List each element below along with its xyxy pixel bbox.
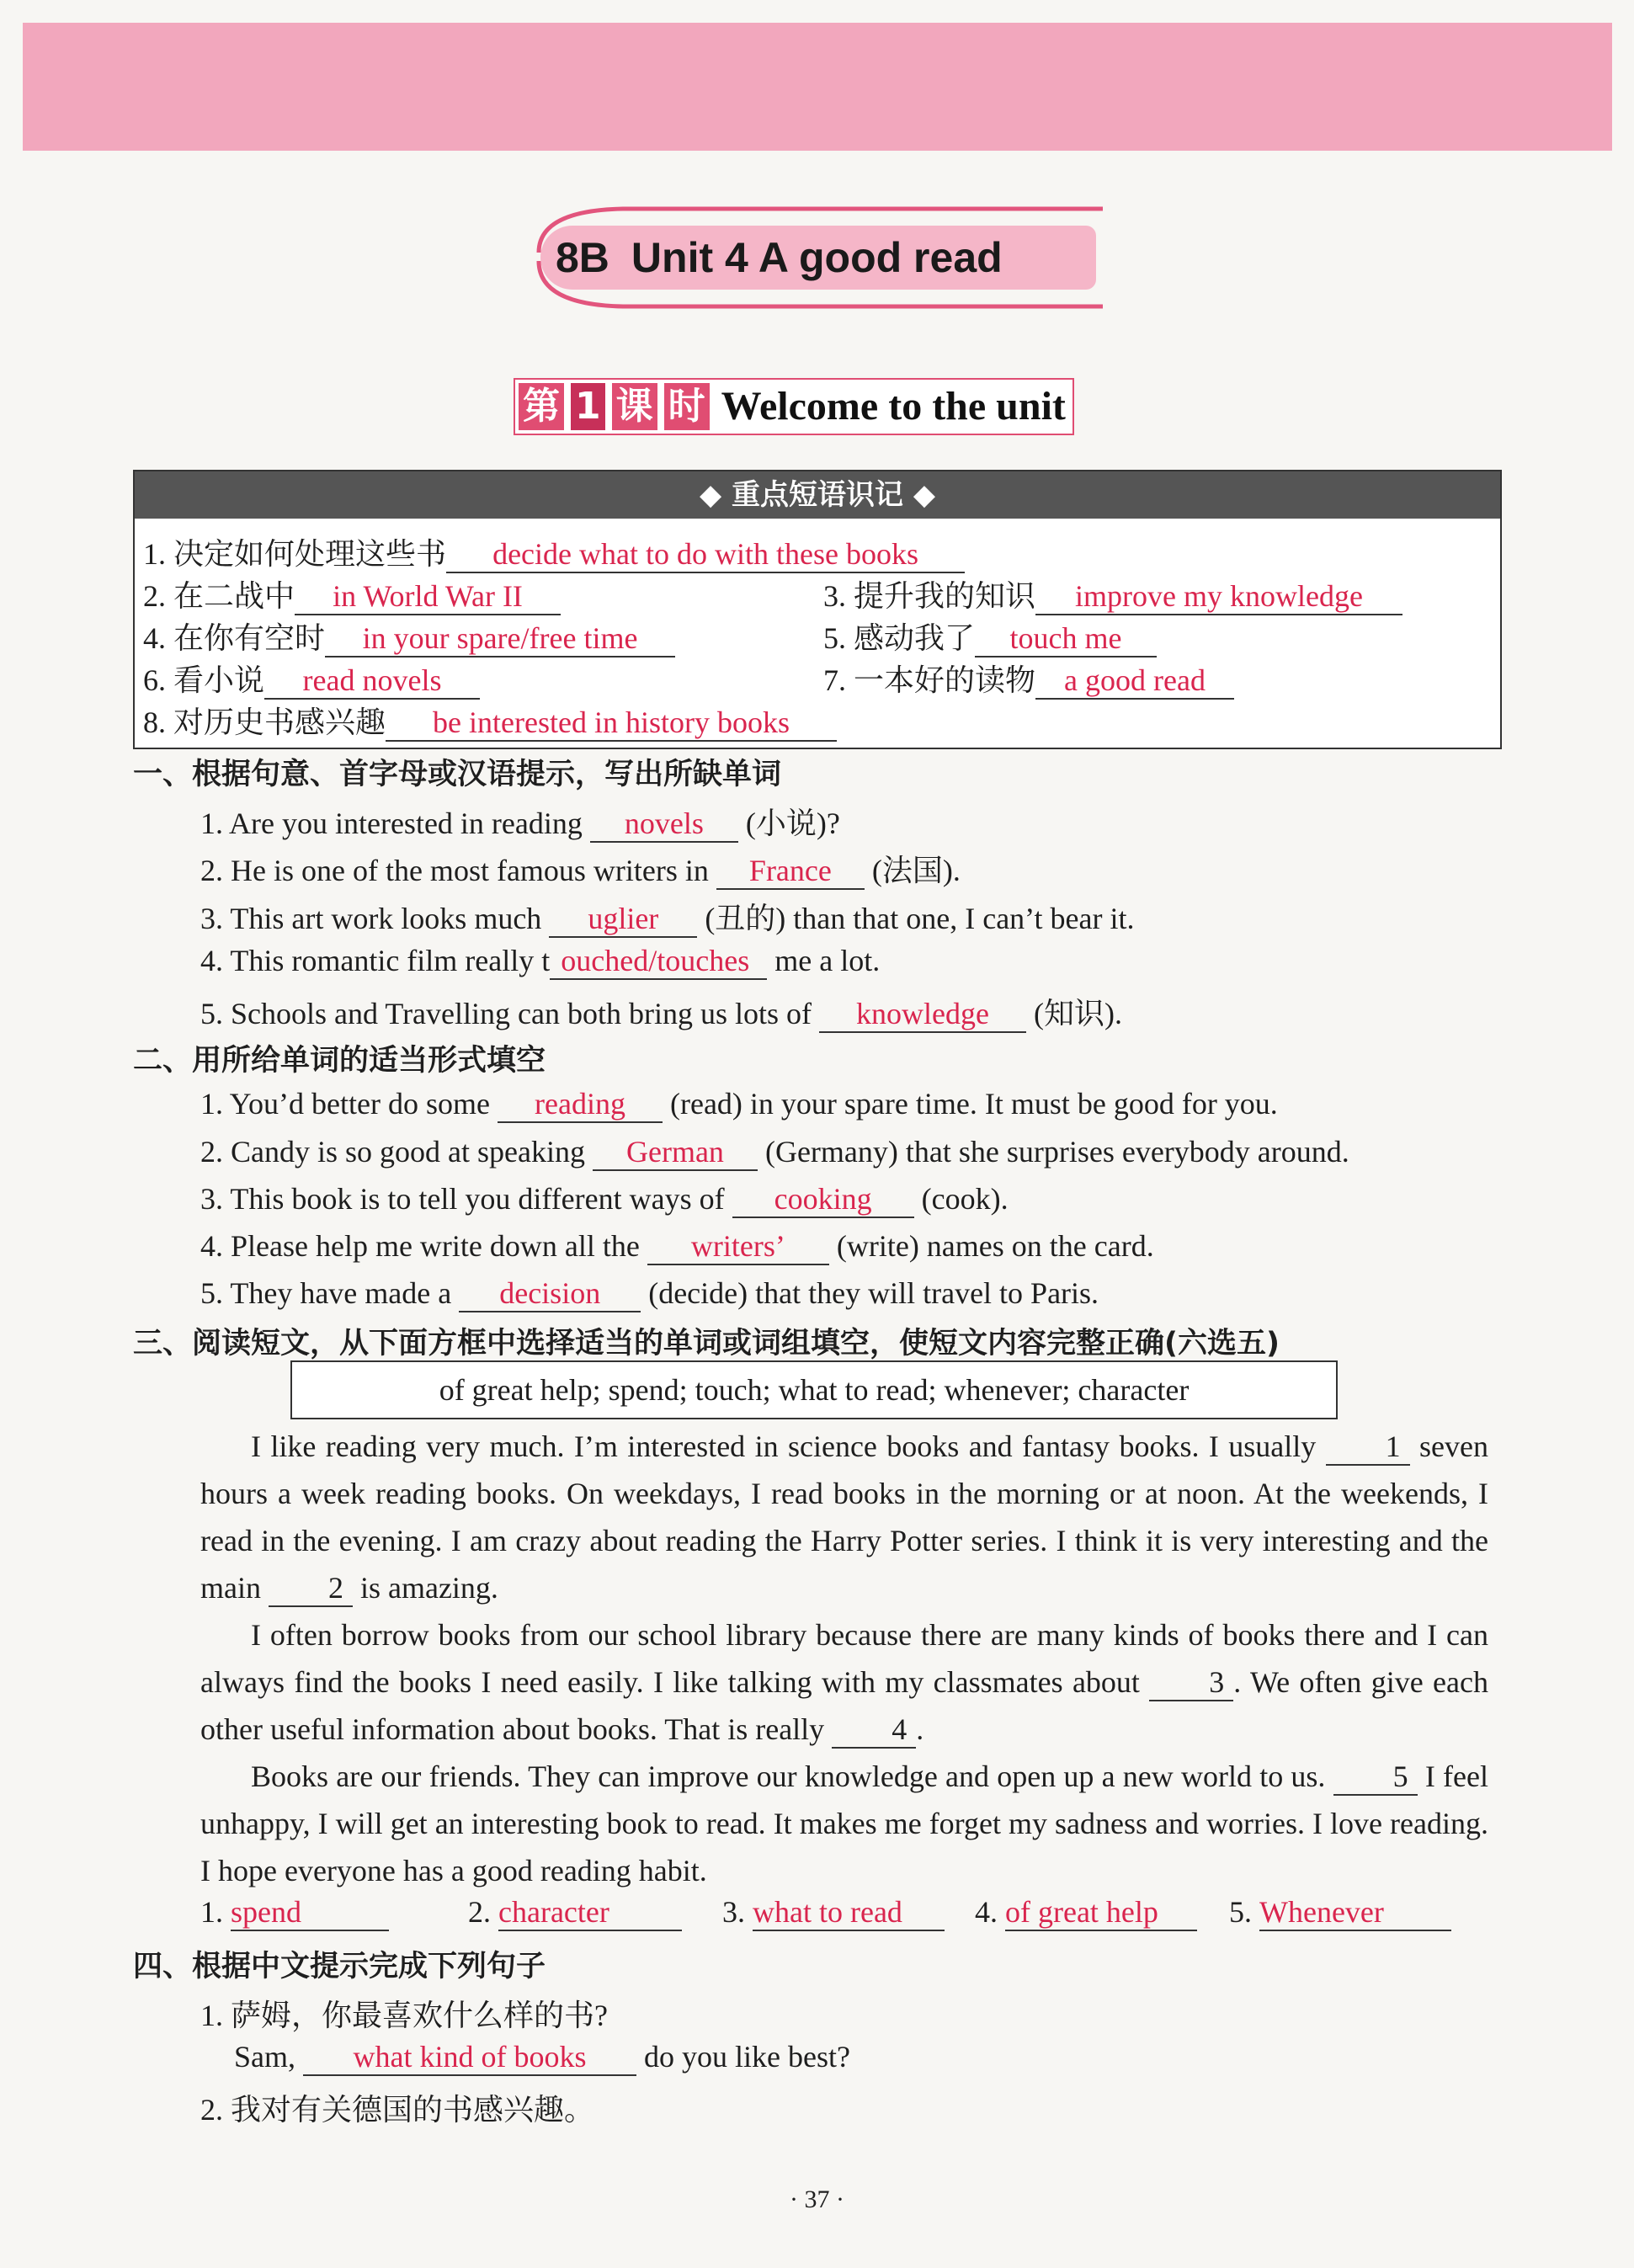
passage-text: seven hours a week reading books. On weekdays, I read books in the morning or at noon. At the weekends, I read in the evening. I am crazy about reading the Harry Potter series. I think it is very interesting and the main	[200, 1429, 1488, 1605]
question-item	[200, 1181, 1009, 1218]
answer-text: writers’	[647, 1230, 829, 1265]
passage-answer	[1229, 1894, 1451, 1931]
passage-text: I feel unhappy, I will get an interesting book to read. It makes me forget my sadness and worries. I love reading. I hope everyone has a good reading habit.	[200, 1760, 1489, 1887]
phrase-answer: decide what to do with these books	[446, 538, 965, 573]
passage-blank: 5	[1333, 1760, 1418, 1796]
passage-text: I like reading very much. I’m interested in science books and fantasy books. I usually	[251, 1429, 1326, 1463]
section-1-heading: 一、根据句意、首字母或汉语提示，写出所缺单词	[133, 758, 782, 791]
passage-text: I often borrow books from our school library because there are many kinds of books there and I can always find the books I need easily. I like talking with my classmates about	[200, 1618, 1488, 1699]
phrase-answer: a good read	[1035, 664, 1234, 700]
passage-blank: 1	[1326, 1430, 1410, 1466]
answer-text: what to read	[753, 1896, 945, 1931]
question-item	[200, 800, 840, 843]
phrase-prompt: 6. 看小说	[143, 663, 265, 697]
phrase-item	[143, 572, 561, 615]
answer-text: decision	[459, 1277, 641, 1312]
question-item	[200, 1275, 1099, 1312]
question-text: 5. They have made a	[200, 1276, 460, 1310]
unit-code: 8B	[556, 234, 609, 281]
question-item	[200, 1134, 1349, 1171]
answer-text: knowledge	[819, 998, 1026, 1033]
question-text: (小说)?	[737, 807, 840, 840]
question-text: 2. Candy is so good at speaking	[200, 1135, 593, 1169]
passage-blank: 3	[1149, 1666, 1233, 1701]
answer-text: reading	[498, 1088, 663, 1123]
answer-text: novels	[590, 807, 738, 843]
passage-answer	[975, 1894, 1197, 1931]
question-text: 5. Schools and Travelling can both bring us lots of	[200, 997, 819, 1030]
passage-paragraph-3	[200, 1753, 1488, 1894]
phrase-item	[823, 572, 1402, 615]
phrase-prompt: 2. 在二战中	[143, 579, 295, 613]
passage-text: is amazing.	[352, 1571, 498, 1605]
question-text: 3. This art work looks much	[200, 902, 550, 935]
lesson-number: 1	[571, 383, 605, 430]
passage-blank: 4	[832, 1713, 916, 1749]
question-item	[200, 847, 961, 890]
question-text: 2. He is one of the most famous writers in	[200, 854, 716, 887]
phrase-answer: in World War II	[295, 580, 561, 615]
page-number: · 37 ·	[790, 2185, 844, 2213]
question-item: 1. 萨姆，你最喜欢什么样的书?	[200, 1999, 608, 2032]
unit-title	[556, 226, 1025, 290]
phrase-answer: read novels	[264, 664, 480, 700]
word-choice-box: of great help; spend; touch; what to read; whenever; character	[290, 1360, 1338, 1419]
lesson-char-3: 课	[612, 383, 657, 430]
question-item: 2. 我对有关德国的书感兴趣。	[200, 2093, 595, 2127]
question-text: (cook).	[913, 1182, 1009, 1216]
phrase-answer: be interested in history books	[386, 706, 837, 742]
question-text: 1. Are you interested in reading	[200, 807, 590, 840]
phrase-item	[823, 615, 1157, 658]
question-item	[200, 1228, 1154, 1265]
phrase-prompt: 1. 决定如何处理这些书	[143, 537, 447, 571]
answer-number: 3.	[722, 1895, 753, 1929]
answer-text: what kind of books	[303, 2041, 636, 2076]
question-text: Sam,	[234, 2040, 304, 2074]
phrase-item	[143, 699, 837, 742]
passage-answer	[468, 1894, 682, 1931]
answer-text: uglier	[549, 902, 697, 938]
answer-number: 4.	[975, 1895, 1005, 1929]
question-item	[234, 2039, 850, 2076]
question-text: (法国).	[864, 854, 961, 887]
lesson-char-4: 时	[664, 383, 710, 430]
question-item	[200, 990, 1122, 1033]
phrase-prompt: 7. 一本好的读物	[823, 663, 1036, 697]
question-text: me a lot.	[767, 944, 881, 977]
phrase-prompt: 3. 提升我的知识	[823, 579, 1036, 613]
unit-name: Unit 4 A good read	[631, 234, 1003, 281]
question-text: 4. Please help me write down all the	[200, 1229, 647, 1263]
section-3-heading: 三、阅读短文，从下面方框中选择适当的单词或词组填空，使短文内容完整正确(六选五)	[133, 1327, 1280, 1360]
lesson-english-title: Welcome to the unit	[721, 384, 1066, 429]
section-2-heading: 二、用所给单词的适当形式填空	[133, 1044, 546, 1078]
answer-text: France	[716, 854, 865, 890]
answer-text: of great help	[1005, 1896, 1197, 1931]
passage-text: . We often give each other useful information about books. That is really	[200, 1665, 1488, 1746]
question-item	[200, 943, 880, 980]
question-text: do you like best?	[636, 2040, 850, 2074]
passage-text: Books are our friends. They can improve our knowledge and open up a new world to us.	[251, 1760, 1333, 1793]
passage-answer	[722, 1894, 945, 1931]
key-phrases-box	[133, 470, 1502, 749]
lesson-badge	[514, 378, 1074, 435]
answer-text: Whenever	[1259, 1896, 1451, 1931]
phrase-item	[143, 530, 965, 573]
phrase-prompt: 8. 对历史书感兴趣	[143, 705, 386, 739]
question-text: (decide) that they will travel to Paris.	[641, 1276, 1099, 1310]
passage-answer	[200, 1894, 389, 1931]
answer-text: ouched/touches	[550, 945, 767, 980]
answer-number: 1.	[200, 1895, 231, 1929]
phrase-item	[823, 657, 1234, 700]
lesson-char-1: 第	[519, 383, 564, 430]
phrase-answer: touch me	[975, 622, 1157, 658]
key-phrases-heading: ◆ 重点短语识记 ◆	[135, 471, 1500, 519]
answer-number: 5.	[1229, 1895, 1259, 1929]
phrase-prompt: 5. 感动我了	[823, 621, 976, 655]
question-text: 4. This romantic film really t	[200, 944, 551, 977]
lesson-title	[514, 375, 1074, 438]
phrase-answer: in your spare/free time	[325, 622, 675, 658]
answer-text: spend	[231, 1896, 389, 1931]
answer-text: cooking	[732, 1183, 914, 1218]
answer-text: character	[498, 1896, 682, 1931]
question-text: 3. This book is to tell you different ways of	[200, 1182, 732, 1216]
passage-blank: 2	[269, 1572, 353, 1607]
unit-title-banner	[522, 202, 1128, 311]
passage-paragraph-2	[200, 1611, 1488, 1753]
question-text: (丑的) than that one, I can’t bear it.	[697, 902, 1135, 935]
question-text: 1. You’d better do some	[200, 1087, 498, 1121]
question-text: (read) in your spare time. It must be good for you.	[663, 1087, 1278, 1121]
phrase-answer: improve my knowledge	[1035, 580, 1402, 615]
phrase-item	[143, 657, 480, 700]
question-item	[200, 1086, 1278, 1123]
section-4-heading: 四、根据中文提示完成下列句子	[133, 1950, 546, 1983]
phrase-item	[143, 615, 675, 658]
passage-text: .	[916, 1712, 924, 1746]
question-text: (write) names on the card.	[828, 1229, 1154, 1263]
passage-paragraph-1	[200, 1423, 1488, 1611]
question-text: (Germany) that she surprises everybody around.	[757, 1135, 1349, 1169]
top-pink-band	[23, 23, 1612, 151]
answer-number: 2.	[468, 1895, 498, 1929]
phrase-prompt: 4. 在你有空时	[143, 621, 326, 655]
question-text: (知识).	[1025, 997, 1122, 1030]
answer-text: German	[593, 1136, 758, 1171]
question-item	[200, 895, 1134, 938]
